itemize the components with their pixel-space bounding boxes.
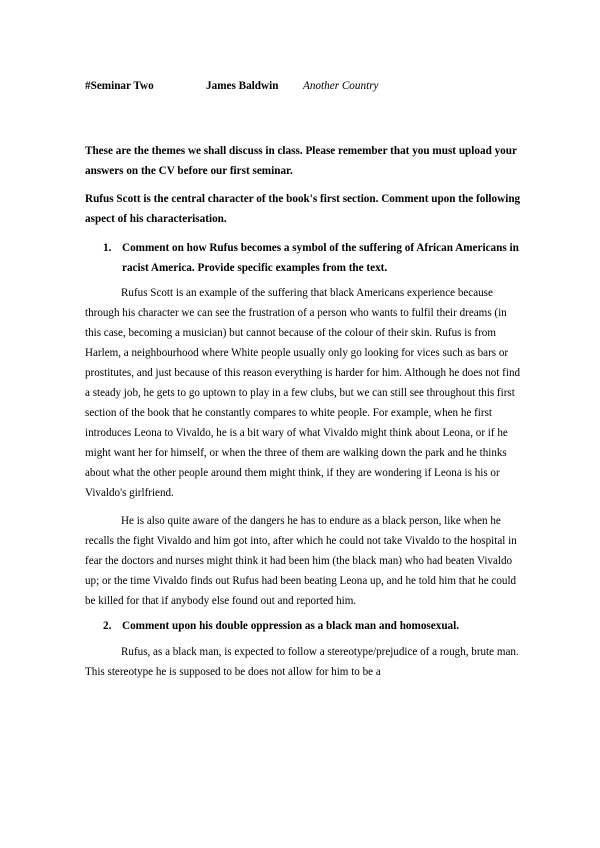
answer-1-paragraph-2: He is also quite aware of the dangers he has to endure as a black person, like when he recalls the fight Vivaldo and him got into, after which he could not take Vivaldo to the hospital in fear the doctors and nurses might think it had been him (the black man) who had beaten Vivaldo up; or the time Vivaldo finds out Rufus had been beating Leona up, and he told him that he could be killed for that if anybody else found out and reported him. bbox=[85, 515, 517, 607]
document-body bbox=[85, 141, 521, 682]
question-1-number: 1. bbox=[103, 242, 112, 254]
question-1-text: Comment on how Rufus becomes a symbol of the suffering of African Americans in racist America. Provide specific examples from the text. bbox=[122, 242, 519, 274]
book-title: Another Country bbox=[303, 80, 379, 92]
question-1 bbox=[85, 238, 521, 278]
author-name: James Baldwin bbox=[206, 80, 279, 92]
answer-2-paragraph-1: Rufus, as a black man, is expected to follow a stereotype/prejudice of a rough, brute man. This stereotype he is supposed to be does not allow for him to be a bbox=[85, 646, 519, 678]
question-2 bbox=[85, 616, 521, 636]
question-2-text: Comment upon his double oppression as a black man and homosexual. bbox=[122, 620, 460, 632]
answer-1-paragraph-1: Rufus Scott is an example of the suffering that black Americans experience because through his character we can see the frustration of a person who wants to fulfil their dreams (in this case, becoming a musician) but cannot because of the colour of their skin. Rufus is from Harlem, a neighbourhood where White people usually only go looking for vices such as bars or prostitutes, and just because of this reason everything is harder for him. Although he does not find a steady job, he gets to go uptown to play in a few clubs, but we can still see throughout this first section of the book that he constantly compares to white people. For example, when he first introduces Leona to Vivaldo, he is a bit wary of what Vivaldo might think about Leona, or if he might want her for himself, or when the three of them are walking down the park and he thinks about what the other people around them might think, if they are wondering if Leona is his or Vivaldo's girlfriend. bbox=[85, 287, 521, 499]
section-prompt: Rufus Scott is the central character of the book's first section. Comment upon the following aspect of his characterisation. bbox=[85, 193, 521, 225]
themes-instructions: These are the themes we shall discuss in class. Please remember that you must upload your answers on the CV before our first seminar. bbox=[85, 145, 517, 177]
seminar-header bbox=[85, 80, 525, 98]
question-2-number: 2. bbox=[103, 620, 112, 632]
seminar-title: #Seminar Two bbox=[85, 80, 154, 92]
